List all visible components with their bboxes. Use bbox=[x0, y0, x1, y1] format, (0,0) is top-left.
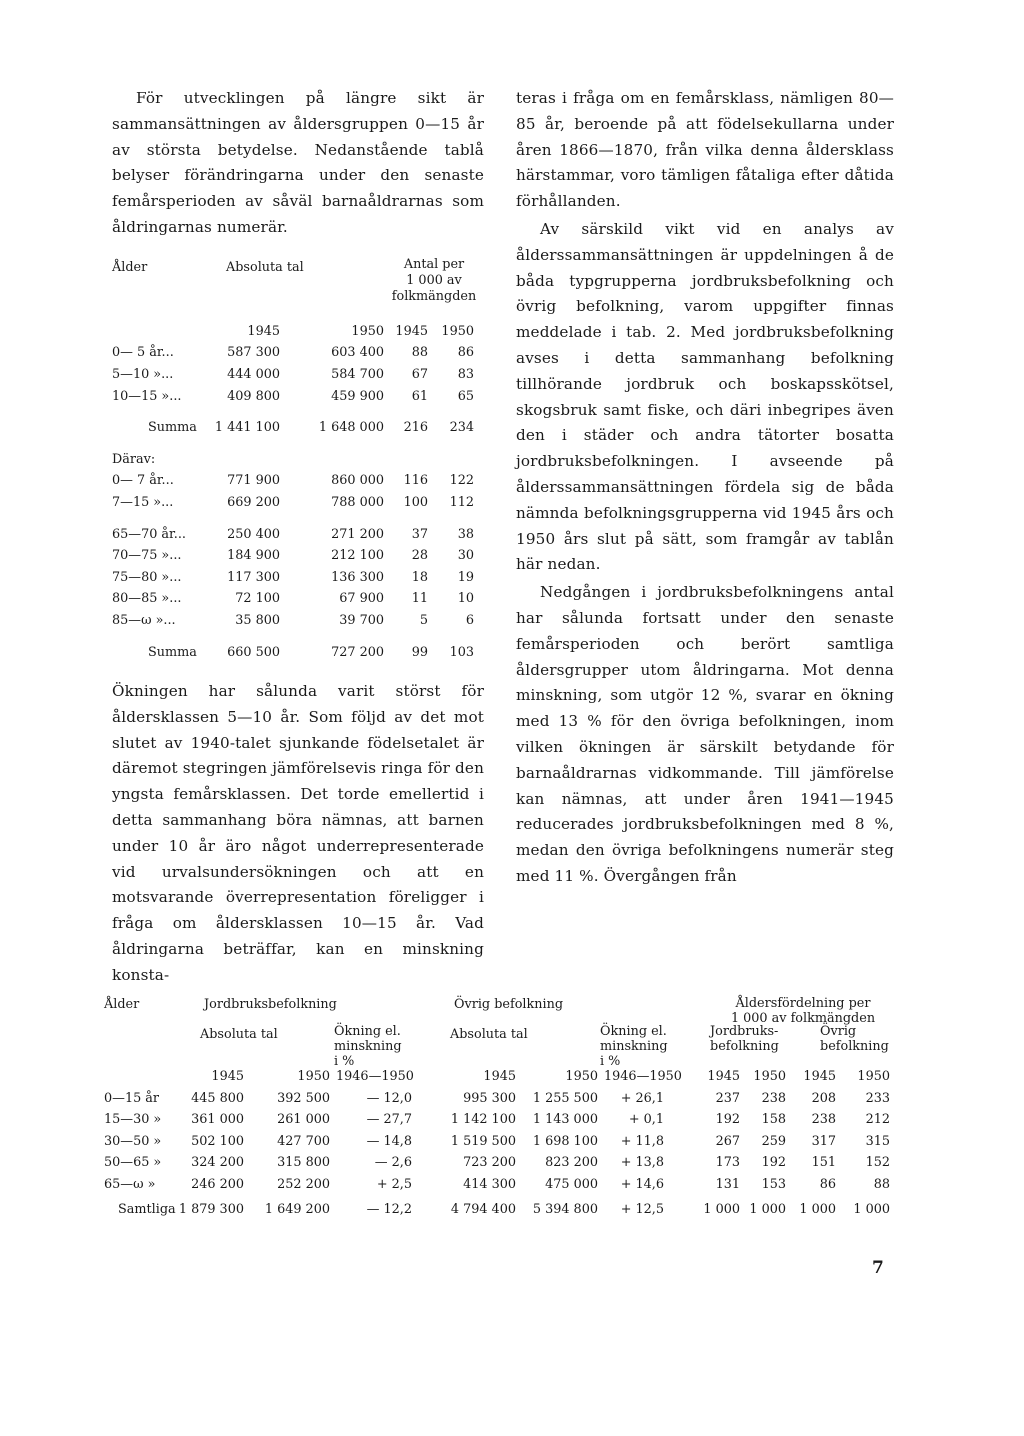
cell: 208 bbox=[811, 1091, 836, 1106]
cell: 100 bbox=[403, 494, 428, 510]
cell: 1 142 100 bbox=[450, 1112, 516, 1128]
cell: 995 300 bbox=[463, 1091, 516, 1106]
cell: 11 bbox=[411, 591, 428, 607]
table2-year: 1945 bbox=[803, 1069, 836, 1084]
cell: 252 200 bbox=[277, 1176, 330, 1192]
cell: — 12,0 bbox=[366, 1091, 412, 1106]
table-summa-row bbox=[112, 642, 484, 664]
cell: 99 bbox=[411, 644, 428, 660]
cell: 261 000 bbox=[277, 1112, 330, 1128]
cell: 1 255 500 bbox=[532, 1091, 598, 1106]
cell: 414 300 bbox=[463, 1176, 516, 1192]
table-row bbox=[104, 1174, 904, 1195]
table2-year: 1950 bbox=[857, 1069, 890, 1084]
cell: 324 200 bbox=[191, 1155, 244, 1171]
cell: 246 200 bbox=[191, 1176, 244, 1192]
cell: 237 bbox=[715, 1091, 740, 1106]
cell: 502 100 bbox=[191, 1133, 244, 1149]
age-distribution-table bbox=[104, 992, 904, 1220]
cell: 660 500 bbox=[227, 644, 280, 660]
cell: 1 441 100 bbox=[214, 420, 280, 436]
cell: + 12,5 bbox=[620, 1201, 664, 1217]
row-label: 30—50 » bbox=[104, 1133, 162, 1149]
cell: 117 300 bbox=[227, 569, 280, 585]
table1-years-row bbox=[112, 321, 484, 343]
cell: 65 bbox=[457, 388, 474, 404]
table2-header-jordbruk: Jordbruksbefolkning bbox=[204, 997, 337, 1012]
cell: 1 649 200 bbox=[264, 1201, 330, 1217]
cell: 234 bbox=[449, 420, 474, 436]
table1-header bbox=[112, 253, 484, 321]
cell: 192 bbox=[761, 1155, 786, 1171]
right-column bbox=[516, 86, 894, 890]
cell: 584 700 bbox=[331, 366, 384, 382]
cell: 5 bbox=[419, 612, 428, 628]
table-row bbox=[112, 524, 484, 546]
table2-year: 1946—1950 bbox=[604, 1069, 682, 1084]
cell: 1 698 100 bbox=[532, 1133, 598, 1149]
cell: 212 bbox=[865, 1112, 890, 1128]
cell: 153 bbox=[761, 1176, 786, 1192]
cell: 250 400 bbox=[227, 526, 280, 542]
row-label: 75—80 »... bbox=[112, 569, 182, 585]
table2-year: 1946—1950 bbox=[336, 1069, 414, 1084]
row-label: 65—70 år... bbox=[112, 526, 186, 542]
cell: 37 bbox=[411, 526, 428, 542]
row-label: 5—10 »... bbox=[112, 366, 174, 382]
cell: 184 900 bbox=[227, 548, 280, 564]
cell: 83 bbox=[457, 366, 474, 382]
cell: 4 794 400 bbox=[450, 1201, 516, 1217]
cell: + 13,8 bbox=[620, 1155, 664, 1171]
cell: 727 200 bbox=[331, 644, 384, 660]
cell: 116 bbox=[403, 473, 428, 489]
cell: 88 bbox=[411, 345, 428, 361]
cell: 259 bbox=[761, 1133, 786, 1149]
cell: — 12,2 bbox=[366, 1201, 412, 1217]
cell: 315 800 bbox=[277, 1155, 330, 1171]
cell: 238 bbox=[811, 1112, 836, 1128]
left-column bbox=[112, 86, 484, 989]
cell: 158 bbox=[761, 1112, 786, 1128]
cell: 216 bbox=[403, 420, 428, 436]
cell: 1 000 bbox=[703, 1201, 740, 1217]
row-label: 85—ω »... bbox=[112, 612, 176, 628]
cell: 238 bbox=[761, 1091, 786, 1106]
cell: 1 879 300 bbox=[178, 1201, 244, 1217]
cell: 86 bbox=[457, 345, 474, 361]
cell: 19 bbox=[457, 569, 474, 585]
cell: 1 000 bbox=[799, 1201, 836, 1217]
cell: 122 bbox=[449, 473, 474, 489]
cell: 35 800 bbox=[235, 612, 280, 628]
cell: 5 394 800 bbox=[532, 1201, 598, 1217]
cell: — 14,8 bbox=[366, 1133, 412, 1149]
table2-year: 1945 bbox=[211, 1069, 244, 1084]
cell: 392 500 bbox=[277, 1091, 330, 1106]
age-table-small bbox=[112, 253, 484, 663]
table2-header-abs2: Absoluta tal bbox=[450, 1027, 528, 1042]
cell: 860 000 bbox=[331, 473, 384, 489]
table2-header-okning2: Ökning el. minskning i % bbox=[600, 1024, 668, 1069]
table-row bbox=[112, 588, 484, 610]
cell: 315 bbox=[865, 1133, 890, 1149]
left-paragraph-2: Ökningen har sålunda varit störst för åldersklassen 5—10 år. Som följd av det mot slutet av 1940-talet sjunkande födelsetalet är däremot stegringen jämförelsevis ringa för den yngsta femårsklassen. Det torde emellertid i detta sammanhang böra nämnas, att barnen under 10 år äro något underrepresenterade vid urvalsundersökningen och att en motsvarande överrepresentation föreligger i fråga om åldersklassen 10—15 år. Vad åldringarna beträffar, kan en minskning konsta- bbox=[112, 682, 484, 984]
table-row bbox=[112, 545, 484, 567]
table2-header-okning1: Ökning el. minskning i % bbox=[334, 1024, 402, 1069]
row-label: 70—75 »... bbox=[112, 548, 182, 564]
cell: 136 300 bbox=[331, 569, 384, 585]
row-label: 0—15 år bbox=[104, 1091, 160, 1106]
table1-header-antal: Antal per 1 000 av folkmängden bbox=[391, 256, 477, 304]
cell: 72 100 bbox=[235, 591, 280, 607]
cell: 475 000 bbox=[545, 1176, 598, 1192]
cell: 361 000 bbox=[191, 1112, 244, 1128]
table-row bbox=[112, 470, 484, 492]
cell: + 26,1 bbox=[620, 1091, 664, 1106]
table-row bbox=[104, 1109, 904, 1130]
cell: 151 bbox=[811, 1155, 836, 1171]
table1-year: 1945 bbox=[247, 323, 280, 339]
cell: 271 200 bbox=[331, 526, 384, 542]
right-paragraph-2: Av särskild vikt vid en analys av ålderssammansättningen är uppdelningen å de båda typgrupperna jordbruksbefolkning och övrig befolkning, varom uppgifter finnas meddelade i tab. 2. Med jordbruksbefolkning avses i detta sammanhang befolkning tillhörande jordbruk och boskapsskötsel, skogsbruk samt fiske, och däri inbegripes även den i städer och andra tätorter bosatta jordbruksbefolkningen. I avseende på ålderssammansättningen fördela sig de båda nämnda befolkningsgrupperna vid 1945 års och 1950 års slut på sätt, som framgår av tablån här nedan. bbox=[516, 219, 894, 574]
table-row bbox=[112, 610, 484, 632]
table-row bbox=[104, 1088, 904, 1109]
cell: 723 200 bbox=[463, 1155, 516, 1171]
cell: 212 100 bbox=[331, 548, 384, 564]
cell: 267 bbox=[715, 1133, 740, 1149]
cell: 1 000 bbox=[853, 1201, 890, 1217]
cell: 112 bbox=[449, 494, 474, 510]
cell: 444 000 bbox=[227, 366, 280, 382]
cell: 192 bbox=[715, 1112, 740, 1128]
page-number: 7 bbox=[872, 1258, 884, 1278]
table-row bbox=[112, 342, 484, 364]
cell: 88 bbox=[873, 1176, 890, 1192]
cell: — 27,7 bbox=[366, 1112, 412, 1128]
table2-header-row-1 bbox=[104, 992, 904, 1026]
row-label: Samtliga bbox=[118, 1201, 176, 1217]
cell: 30 bbox=[457, 548, 474, 564]
table-row bbox=[112, 492, 484, 514]
right-paragraph-1: teras i fråga om en femårsklass, nämligen 80—85 år, beroende på att födelsekullarna under åren 1866—1870, från vilka denna åldersklass härstammar, voro tämligen fåtaliga efter dåtida förhållanden. bbox=[516, 89, 894, 211]
row-label: 50—65 » bbox=[104, 1155, 162, 1171]
row-label: 0— 7 år... bbox=[112, 473, 174, 489]
row-label: 15—30 » bbox=[104, 1112, 162, 1128]
cell: 1 519 500 bbox=[450, 1133, 516, 1149]
row-label: 65—ω » bbox=[104, 1176, 156, 1192]
cell: 409 800 bbox=[227, 388, 280, 404]
cell: 823 200 bbox=[545, 1155, 598, 1171]
cell: 587 300 bbox=[227, 345, 280, 361]
cell: + 2,5 bbox=[376, 1176, 412, 1192]
row-label: 10—15 »... bbox=[112, 388, 182, 404]
cell: 67 bbox=[411, 366, 428, 382]
cell: 152 bbox=[865, 1155, 890, 1171]
table2-years-row bbox=[104, 1066, 904, 1088]
cell: 39 700 bbox=[339, 612, 384, 628]
cell: 771 900 bbox=[227, 473, 280, 489]
table2-header-ovrig: Övrig befolkning bbox=[454, 997, 564, 1012]
cell: 38 bbox=[457, 526, 474, 542]
cell: 669 200 bbox=[227, 494, 280, 510]
cell: 28 bbox=[411, 548, 428, 564]
left-paragraph-1: För utvecklingen på längre sikt är sammansättningen av åldersgruppen 0—15 år av största betydelse. Nedanstående tablå belyser förändringarna under den senaste femårsperioden av såväl barnaåldrarnas som åldringarnas numerär. bbox=[112, 89, 484, 236]
row-label: 0— 5 år... bbox=[112, 345, 174, 361]
right-paragraph-3: Nedgången i jordbruksbefolkningens antal har sålunda fortsatt under den senaste femårsperioden och berört samtliga åldersgrupper utom åldringarna. Mot denna minskning, som utgör 12 %, svarar en ökning med 13 % för den övriga befolkningen, inom vilken ökningen är särskilt betydande för barnaåldrarnas vidkommande. Till jämförelse kan nämnas, att under åren 1941—1945 reducerades jordbruksbefolkningen med 8 %, medan den övriga befolkningens numerär steg med 11 %. Övergången från bbox=[516, 583, 894, 885]
table-summa-row bbox=[112, 417, 484, 439]
table2-year: 1950 bbox=[565, 1069, 598, 1084]
table2-header-row-2 bbox=[104, 1014, 904, 1069]
table1-year: 1950 bbox=[441, 323, 474, 339]
cell: 1 143 000 bbox=[532, 1112, 598, 1128]
cell: 1 648 000 bbox=[318, 420, 384, 436]
cell: 603 400 bbox=[331, 345, 384, 361]
table-total-row bbox=[104, 1199, 904, 1220]
cell: + 11,8 bbox=[620, 1133, 664, 1149]
table1-header-absoluta: Absoluta tal bbox=[226, 259, 304, 275]
table2-year: 1945 bbox=[483, 1069, 516, 1084]
cell: 103 bbox=[449, 644, 474, 660]
darav-label: Därav: bbox=[112, 451, 156, 467]
table-row bbox=[112, 386, 484, 408]
cell: 86 bbox=[819, 1176, 836, 1192]
cell: 459 900 bbox=[331, 388, 384, 404]
cell: + 14,6 bbox=[620, 1176, 664, 1192]
cell: 173 bbox=[715, 1155, 740, 1171]
table2-header-abs1: Absoluta tal bbox=[200, 1027, 278, 1042]
cell: 10 bbox=[457, 591, 474, 607]
table2-year: 1945 bbox=[707, 1069, 740, 1084]
cell: — 2,6 bbox=[374, 1155, 412, 1171]
cell: 61 bbox=[411, 388, 428, 404]
table-row bbox=[104, 1131, 904, 1152]
cell: 233 bbox=[865, 1091, 890, 1106]
cell: 6 bbox=[465, 612, 474, 628]
table2-header-ovrigbef: Övrig befolkning bbox=[820, 1024, 889, 1054]
table2-year: 1950 bbox=[297, 1069, 330, 1084]
cell: 1 000 bbox=[749, 1201, 786, 1217]
cell: 445 800 bbox=[191, 1091, 244, 1106]
cell: 788 000 bbox=[331, 494, 384, 510]
row-label: 7—15 »... bbox=[112, 494, 174, 510]
cell: 317 bbox=[811, 1133, 836, 1149]
table2-header-aldersfordelning: Åldersfördelning per 1 000 av folkmängden bbox=[730, 996, 876, 1026]
table-row bbox=[112, 364, 484, 386]
summa-label: Summa bbox=[148, 420, 197, 436]
table2-year: 1950 bbox=[753, 1069, 786, 1084]
cell: 18 bbox=[411, 569, 428, 585]
summa-label: Summa bbox=[148, 644, 197, 660]
table1-header-alder: Ålder bbox=[112, 259, 148, 275]
cell: 67 900 bbox=[339, 591, 384, 607]
cell: 427 700 bbox=[277, 1133, 330, 1149]
table-row bbox=[112, 567, 484, 589]
table-row bbox=[104, 1152, 904, 1173]
table1-year: 1945 bbox=[395, 323, 428, 339]
table2-header-jordbruksbef: Jordbruks- befolkning bbox=[710, 1024, 779, 1054]
table2-header-alder: Ålder bbox=[104, 997, 140, 1012]
cell: + 0,1 bbox=[628, 1112, 664, 1128]
table1-darav bbox=[112, 449, 484, 471]
table1-year: 1950 bbox=[351, 323, 384, 339]
cell: 131 bbox=[715, 1176, 740, 1192]
row-label: 80—85 »... bbox=[112, 591, 182, 607]
